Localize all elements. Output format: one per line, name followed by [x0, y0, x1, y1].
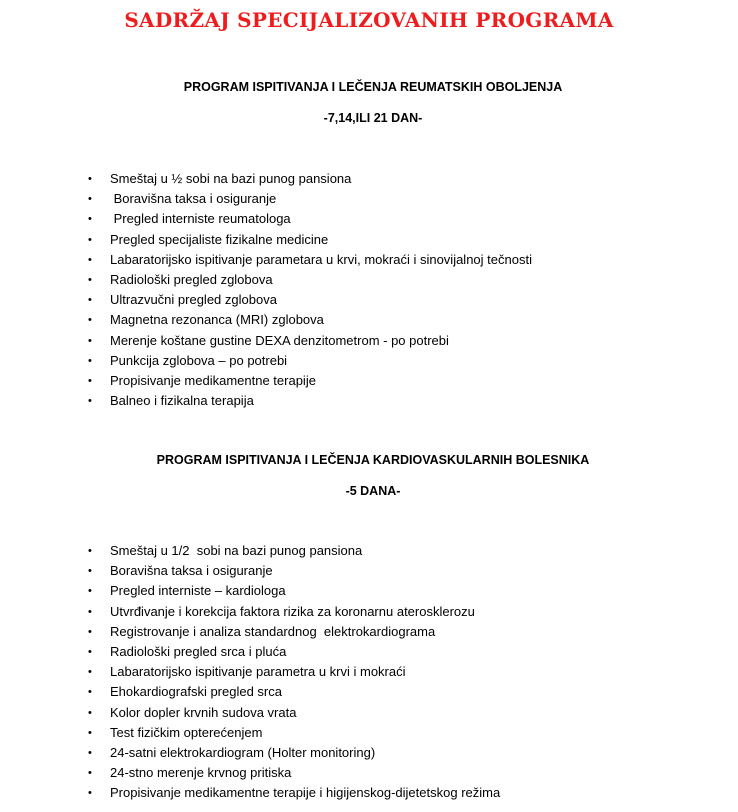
bullet-icon: • — [88, 314, 92, 327]
list-item: • Pregled interniste reumatologa — [0, 209, 532, 229]
list-item: • Ultrazvučni pregled zglobova — [0, 290, 532, 310]
list-item: • Utvrđivanje i korekcija faktora rizika za koronarnu aterosklerozu — [0, 602, 500, 622]
bullet-icon: • — [88, 625, 92, 638]
program-2-heading: PROGRAM ISPITIVANJA I LEČENJA KARDIOVASKULARNIH BOLESNIKA — [156, 453, 590, 467]
bullet-icon: • — [88, 354, 92, 367]
program-2-duration: -5 DANA- — [345, 484, 401, 498]
program-1-duration: -7,14,ILI 21 DAN- — [323, 111, 423, 125]
bullet-icon: • — [88, 565, 92, 578]
bullet-icon: • — [88, 253, 92, 266]
list-item: • Registrovanje i analiza standardnog elektrokardiograma — [0, 622, 500, 642]
list-item: • Pregled interniste – kardiologa — [0, 581, 500, 601]
list-item: • Labaratorijsko ispitivanje parametra u krvi i mokraći — [0, 662, 500, 682]
list-item: • Magnetna rezonanca (MRI) zglobova — [0, 310, 532, 330]
list-item: • Propisivanje medikamentne terapije i higijenskog-dijetetskog režima — [0, 783, 500, 803]
list-item: • Labaratorijsko ispitivanje parametara u krvi, mokraći i sinovijalnoj tečnosti — [0, 250, 532, 270]
bullet-icon: • — [88, 233, 92, 246]
list-item: • Kolor dopler krvnih sudova vrata — [0, 703, 500, 723]
bullet-icon: • — [88, 213, 92, 226]
bullet-icon: • — [88, 374, 92, 387]
bullet-icon: • — [88, 173, 92, 185]
list-item: • Boravišna taksa i osiguranje — [0, 561, 500, 581]
bullet-icon: • — [88, 585, 92, 598]
bullet-icon: • — [88, 686, 92, 699]
list-item: • Pregled specijaliste fizikalne medicine — [0, 230, 532, 250]
list-item: • Propisivanje medikamentne terapije — [0, 371, 532, 391]
bullet-icon: • — [88, 605, 92, 618]
program-1-heading: PROGRAM ISPITIVANJA I LEČENJA REUMATSKIH OBOLJENJA — [183, 80, 563, 94]
bullet-icon: • — [88, 395, 92, 408]
list-item: • Smeštaj u ½ sobi na bazi punog pansiona — [0, 169, 532, 189]
bullet-icon: • — [88, 746, 92, 759]
document-title: SADRŽAJ SPECIJALIZOVANIH PROGRAMA — [124, 8, 614, 32]
list-item: • Radiološki pregled zglobova — [0, 270, 532, 290]
bullet-icon: • — [88, 706, 92, 719]
program-2-list — [0, 541, 500, 803]
bullet-icon: • — [88, 767, 92, 780]
list-item: • Smeštaj u 1/2 sobi na bazi punog pansiona — [0, 541, 500, 561]
list-item: • Test fizičkim opterećenjem — [0, 723, 500, 743]
list-item: • Boravišna taksa i osiguranje — [0, 189, 532, 209]
bullet-icon: • — [88, 787, 92, 800]
list-item: • Ehokardiografski pregled srca — [0, 682, 500, 702]
bullet-icon: • — [88, 193, 92, 206]
list-item: • Balneo i fizikalna terapija — [0, 391, 532, 411]
program-1-list — [0, 169, 532, 411]
bullet-icon: • — [88, 273, 92, 286]
bullet-icon: • — [88, 294, 92, 307]
bullet-icon: • — [88, 726, 92, 739]
bullet-icon: • — [88, 666, 92, 679]
list-item: • 24-stno merenje krvnog pritiska — [0, 763, 500, 783]
list-item: • Radiološki pregled srca i pluća — [0, 642, 500, 662]
list-item: • Merenje koštane gustine DEXA denzitometrom - po potrebi — [0, 331, 532, 351]
bullet-icon: • — [88, 645, 92, 658]
bullet-icon: • — [88, 545, 92, 557]
bullet-icon: • — [88, 334, 92, 347]
list-item: • 24-satni elektrokardiogram (Holter monitoring) — [0, 743, 500, 763]
list-item: • Punkcija zglobova – po potrebi — [0, 351, 532, 371]
